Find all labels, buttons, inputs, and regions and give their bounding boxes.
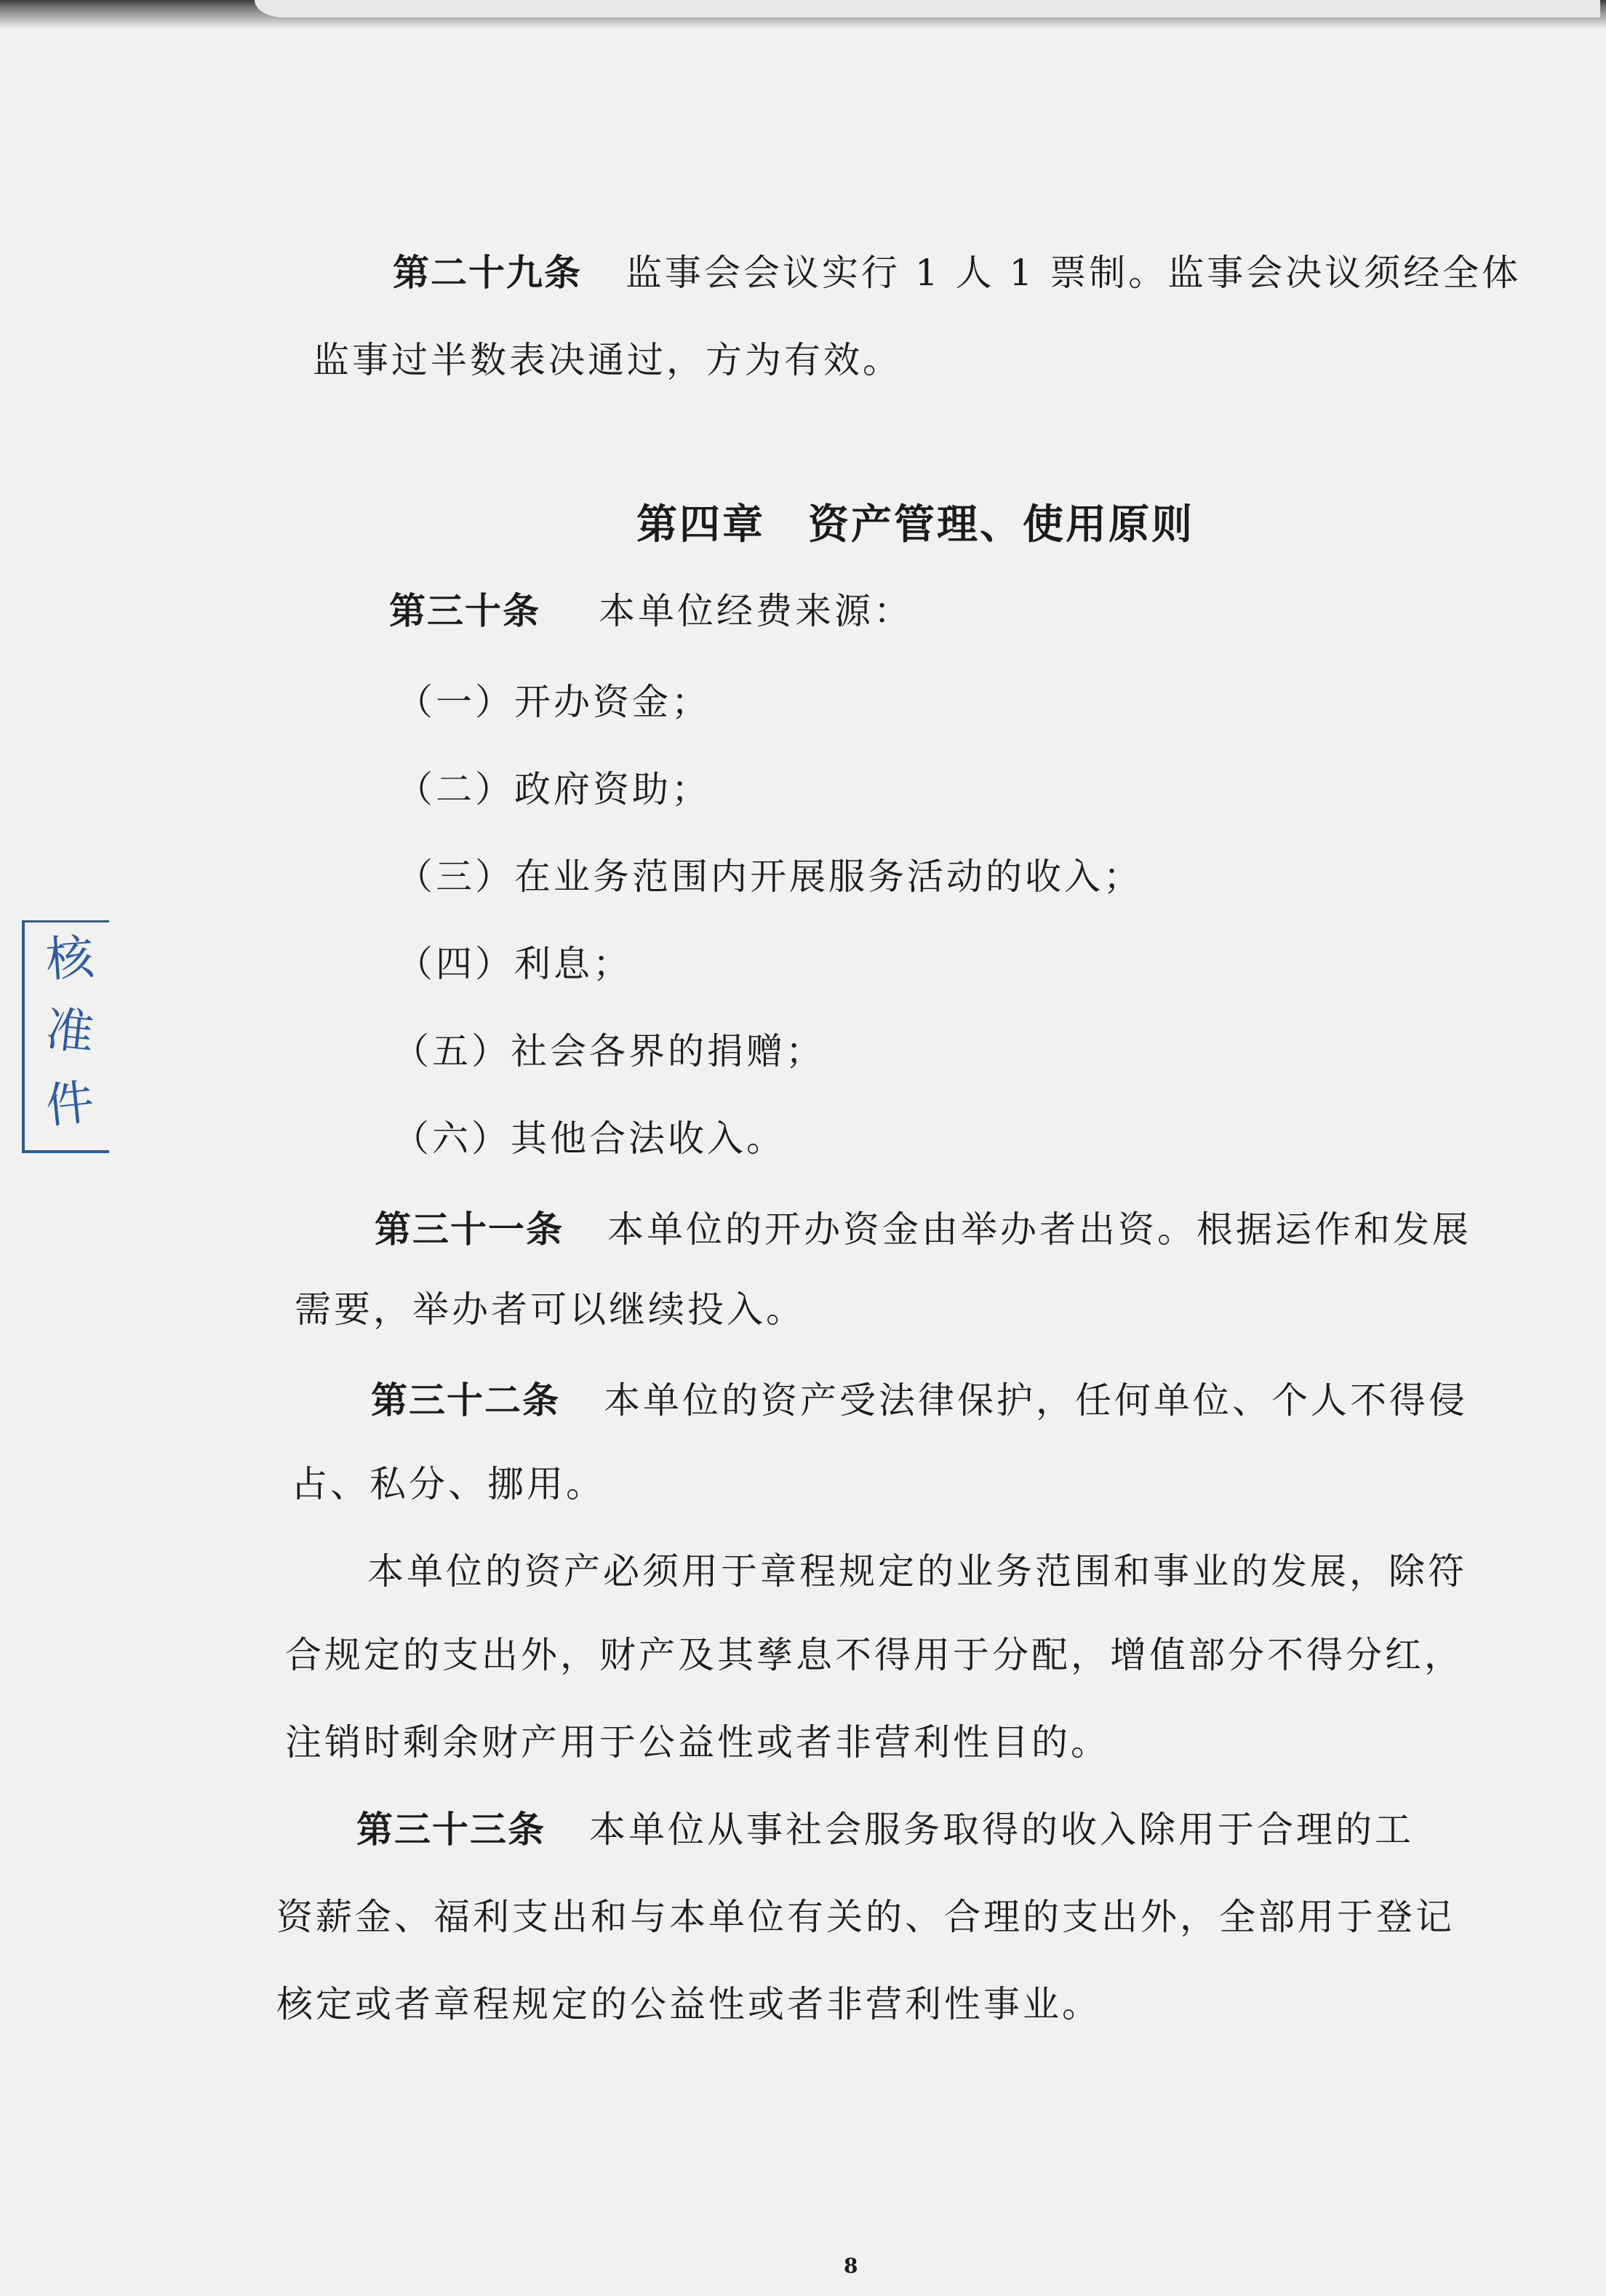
article-33-line-1 xyxy=(356,1808,1414,1851)
article-31-text-1: 本单位的开办资金由举办者出资。根据运作和发展 xyxy=(607,1208,1471,1251)
article-32-text-1: 本单位的资产受法律保护，任何单位、个人不得侵 xyxy=(604,1379,1468,1422)
article-30-text: 本单位经费来源： xyxy=(599,590,913,632)
article-31-heading: 第三十一条 xyxy=(375,1208,564,1251)
article-30-heading: 第三十条 xyxy=(389,590,540,632)
stamp-char-1: 核 xyxy=(44,928,96,989)
article-29-line-2: 监事过半数表决通过，方为有效。 xyxy=(313,339,902,381)
article-32-line-2: 占、私分、挪用。 xyxy=(291,1463,605,1505)
approval-stamp xyxy=(22,920,109,1153)
article-31-line-1 xyxy=(375,1208,1471,1251)
article-30-line xyxy=(389,589,913,633)
article-33-line-3: 核定或者章程规定的公益性或者非营利性事业。 xyxy=(276,1983,1101,2025)
article-29-heading: 第二十九条 xyxy=(393,252,582,294)
article-32-heading: 第三十二条 xyxy=(371,1379,560,1422)
article-30-item-6: （六）其他合法收入。 xyxy=(393,1117,786,1160)
article-32-para-line-3: 注销时剩余财产用于公益性或者非营利性目的。 xyxy=(285,1721,1110,1763)
article-30-item-5: （五）社会各界的捐赠； xyxy=(393,1030,825,1072)
article-33-text-1: 本单位从事社会服务取得的收入除用于合理的工 xyxy=(589,1809,1414,1851)
article-32-para-line-2: 合规定的支出外，财产及其孳息不得用于分配，增值部分不得分红， xyxy=(285,1634,1463,1676)
article-30-item-4: （四）利息； xyxy=(396,943,632,985)
article-29-text-1: 监事会会议实行 1 人 1 票制。监事会决议须经全体 xyxy=(626,252,1522,294)
article-31-line-2: 需要，举办者可以继续投入。 xyxy=(295,1288,805,1331)
chapter-4-title: 第四章 资产管理、使用原则 xyxy=(636,501,1194,549)
article-30-item-2: （二）政府资助； xyxy=(396,768,711,810)
article-30-item-3: （三）在业务范围内开展服务活动的收入； xyxy=(396,856,1143,898)
article-32-line-1 xyxy=(371,1379,1468,1422)
article-33-heading: 第三十三条 xyxy=(356,1809,546,1851)
stamp-char-3: 件 xyxy=(43,1073,97,1135)
article-33-line-2: 资薪金、福利支出和与本单位有关的、合理的支出外，全部用于登记 xyxy=(276,1896,1455,1938)
page-number: 8 xyxy=(844,2254,858,2278)
article-30-item-1: （一）开办资金； xyxy=(396,681,711,723)
article-29-line-1 xyxy=(393,251,1521,295)
stamp-char-2: 准 xyxy=(43,1000,97,1062)
article-32-para-line-1: 本单位的资产必须用于章程规定的业务范围和事业的发展，除符 xyxy=(367,1550,1467,1593)
